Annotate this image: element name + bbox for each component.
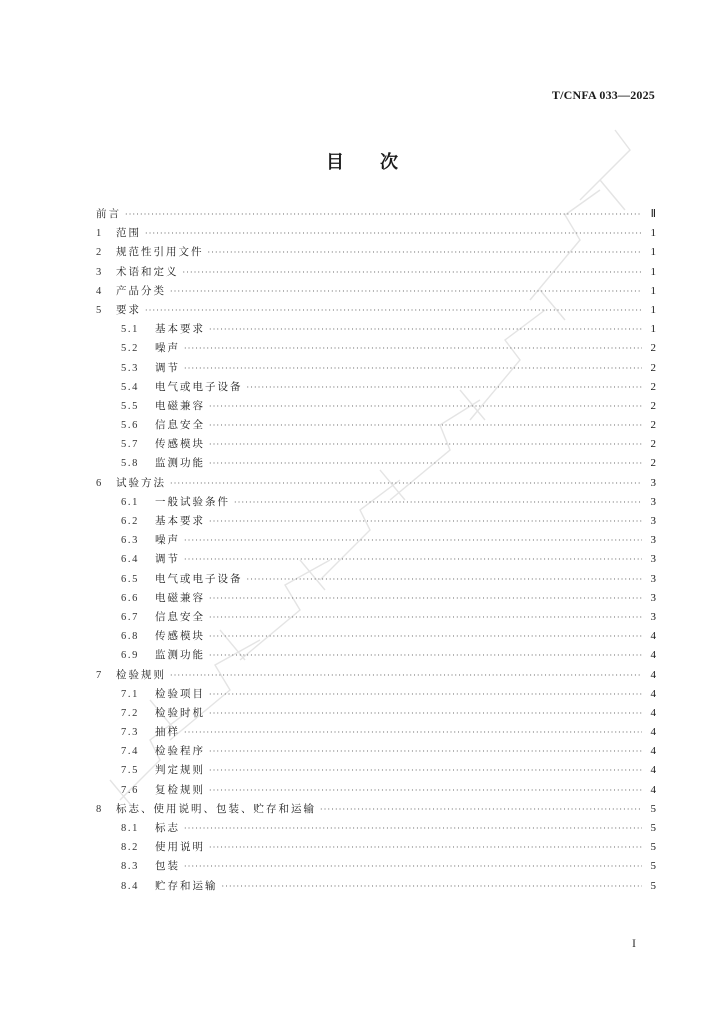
toc-leader-dots (184, 550, 642, 569)
toc-entry-page: Ⅱ (650, 208, 656, 220)
toc-leader-dots (170, 474, 642, 493)
toc-entry-number: 8.1 (121, 823, 139, 834)
toc-entry[interactable] (96, 570, 656, 589)
toc-entry[interactable] (96, 627, 656, 646)
toc-entry-label: 电气或电子设备 (155, 380, 243, 393)
toc-entry-label: 调节 (155, 553, 180, 566)
toc-entry-page: 3 (650, 553, 656, 566)
toc-entry-page: 4 (650, 649, 656, 662)
toc-entry-page: 2 (650, 399, 656, 412)
toc-entry-label: 检验规则 (116, 668, 166, 681)
toc-entry-number: 6.7 (121, 611, 139, 623)
toc-leader-dots (320, 800, 642, 819)
toc-leader-dots (209, 627, 642, 646)
toc-entry-number: 7.3 (121, 727, 139, 739)
toc-entry[interactable] (96, 781, 656, 800)
toc-entry[interactable] (96, 531, 656, 550)
toc-entry-number: 6.4 (121, 554, 139, 566)
toc-entry[interactable] (96, 704, 656, 723)
toc-entry-number: 7.2 (121, 707, 139, 719)
toc-entry[interactable] (96, 416, 656, 435)
toc-entry-page: 3 (650, 515, 656, 527)
toc-entry-number: 5.6 (121, 420, 139, 432)
toc-entry-label: 基本要求 (155, 323, 205, 336)
toc-entry-label: 范围 (116, 227, 141, 240)
toc-leader-dots (184, 857, 642, 876)
toc-entry[interactable] (96, 646, 656, 665)
toc-entry[interactable] (96, 512, 656, 531)
toc-leader-dots (234, 493, 642, 512)
toc-entry-number: 5.5 (121, 400, 139, 412)
toc-entry[interactable] (96, 359, 656, 378)
toc-entry-number: 5.8 (121, 458, 139, 470)
toc-entry-number: 8.3 (121, 861, 139, 873)
toc-entry-number: 6 (96, 477, 102, 489)
toc-leader-dots (184, 339, 642, 358)
toc-entry-label: 抽样 (155, 726, 180, 739)
toc-entry-label: 贮存和运输 (155, 879, 218, 892)
toc-entry-page: 4 (650, 687, 656, 700)
toc-leader-dots (125, 205, 642, 224)
toc-entry-page: 3 (650, 591, 656, 604)
toc-entry-page: 2 (650, 457, 656, 470)
toc-entry-number: 6.2 (121, 516, 139, 527)
toc-leader-dots (209, 742, 642, 761)
toc-entry-label: 一般试验条件 (155, 495, 230, 508)
toc-entry[interactable] (96, 685, 656, 704)
toc-entry[interactable] (96, 761, 656, 780)
toc-entry-page: 4 (650, 783, 656, 796)
toc-entry-page: 3 (650, 476, 656, 489)
toc-entry-page: 2 (650, 419, 656, 432)
toc-entry-label: 包装 (155, 860, 180, 873)
toc-leader-dots (145, 301, 642, 320)
toc-entry-page: 3 (650, 495, 656, 508)
toc-entry[interactable] (96, 608, 656, 627)
toc-leader-dots (209, 435, 642, 454)
toc-leader-dots (184, 359, 642, 378)
toc-entry-label: 基本要求 (155, 515, 205, 527)
toc-entry-page: 2 (650, 380, 656, 393)
toc-entry-number: 1 (96, 228, 102, 240)
toc-leader-dots (209, 454, 642, 473)
toc-leader-dots (184, 819, 642, 838)
toc-entry-page: 1 (650, 284, 656, 297)
toc-entry-page: 2 (650, 342, 656, 355)
toc-entry[interactable] (96, 800, 656, 819)
toc-leader-dots (209, 685, 642, 704)
toc-entry-label: 噪声 (155, 342, 180, 355)
toc-entry-label: 检验时机 (155, 706, 205, 719)
toc-title (0, 148, 724, 174)
toc-entry-label: 前言 (96, 208, 121, 220)
toc-entry-page: 4 (650, 726, 656, 739)
toc-entry-label: 检验项目 (155, 687, 205, 700)
toc-entry[interactable] (96, 474, 656, 493)
toc-entry-label: 信息安全 (155, 610, 205, 623)
toc-entry[interactable] (96, 301, 656, 320)
toc-entry-number: 5.4 (121, 381, 139, 393)
toc-leader-dots (209, 761, 642, 780)
toc-entry-label: 复检规则 (155, 783, 205, 796)
toc-leader-dots (170, 282, 642, 301)
toc-entry-page: 1 (650, 303, 656, 316)
toc-leader-dots (208, 243, 643, 262)
toc-entry-number: 7.1 (121, 688, 139, 700)
toc-entry-page: 1 (650, 246, 656, 259)
toc-entry-label: 标志、使用说明、包装、贮存和运输 (116, 802, 316, 815)
toc-title-char-2: 次 (380, 152, 398, 173)
toc-entry-number: 8 (96, 803, 102, 815)
toc-entry-label: 标志 (155, 822, 180, 834)
toc-entry-page: 4 (650, 630, 656, 643)
toc-entry-page: 4 (650, 668, 656, 681)
toc-leader-dots (209, 704, 642, 723)
toc-entry[interactable] (96, 723, 656, 742)
toc-entry-number: 7.5 (121, 765, 139, 777)
toc-entry-number: 5 (96, 304, 102, 316)
toc-leader-dots (247, 378, 643, 397)
toc-entry[interactable] (96, 320, 656, 339)
toc-entry[interactable] (96, 550, 656, 569)
toc-entry-page: 3 (650, 610, 656, 623)
toc-entry-label: 噪声 (155, 534, 180, 547)
toc-entry-label: 检验程序 (155, 745, 205, 758)
toc-leader-dots (184, 531, 642, 550)
toc-leader-dots (247, 570, 643, 589)
toc-entry-number: 5.2 (121, 343, 139, 355)
toc-entry[interactable] (96, 378, 656, 397)
toc-leader-dots (209, 397, 642, 416)
toc-leader-dots (170, 666, 642, 685)
toc-entry[interactable] (96, 838, 656, 857)
toc-entry-label: 判定规则 (155, 764, 205, 777)
toc-entry[interactable] (96, 224, 656, 243)
toc-entry[interactable] (96, 493, 656, 512)
toc-entry-label: 试验方法 (116, 476, 166, 489)
toc-entry-number: 7 (96, 669, 102, 681)
toc-leader-dots (222, 877, 643, 896)
toc-entry-label: 要求 (116, 303, 141, 316)
toc-entry-number: 8.4 (121, 880, 139, 892)
toc-entry-number: 5.1 (121, 324, 139, 336)
toc-leader-dots (209, 320, 642, 339)
toc-entry[interactable] (96, 397, 656, 416)
toc-entry-label: 监测功能 (155, 649, 205, 662)
toc-entry[interactable] (96, 819, 656, 838)
toc-entry-page: 4 (650, 745, 656, 758)
toc-entry-page: 1 (650, 227, 656, 240)
toc-entry-number: 7.6 (121, 784, 139, 796)
toc-entry-label: 使用说明 (155, 841, 205, 854)
toc-leader-dots (209, 589, 642, 608)
toc-entry-label: 监测功能 (155, 457, 205, 470)
toc-entry-label: 规范性引用文件 (116, 246, 204, 259)
toc-entry[interactable] (96, 263, 656, 282)
toc-entry-label: 电磁兼容 (155, 399, 205, 412)
toc-leader-dots (183, 263, 643, 282)
toc-entry-page: 4 (650, 764, 656, 777)
toc-entry-label: 术语和定义 (116, 265, 179, 278)
standard-code: T/CNFA 033—2025 (551, 88, 655, 102)
toc-entry-number: 6.9 (121, 650, 139, 662)
toc-entry-page: 5 (650, 879, 656, 892)
toc-entry[interactable] (96, 435, 656, 454)
toc-entry[interactable] (96, 454, 656, 473)
toc-entry[interactable] (96, 666, 656, 685)
toc-leader-dots (145, 224, 642, 243)
toc-entry[interactable] (96, 877, 656, 896)
toc-entry-page: 5 (650, 860, 656, 873)
toc-entry[interactable] (96, 282, 656, 301)
toc-entry-number: 2 (96, 247, 102, 259)
toc-entry-page: 5 (650, 822, 656, 834)
toc-entry-label: 电气或电子设备 (155, 572, 243, 585)
toc-entry-page: 3 (650, 534, 656, 547)
toc-entry-page: 1 (650, 323, 656, 336)
toc-leader-dots (209, 608, 642, 627)
toc-entry-number: 8.2 (121, 842, 139, 854)
toc-leader-dots (209, 646, 642, 665)
toc-title-char-1: 目 (326, 152, 344, 173)
toc-entry-label: 产品分类 (116, 284, 166, 297)
toc-leader-dots (209, 512, 642, 531)
toc-entry[interactable] (96, 243, 656, 262)
toc-entry[interactable] (96, 205, 656, 224)
toc-entry-page: 2 (650, 361, 656, 374)
toc-entry-number: 4 (96, 285, 102, 297)
toc-entry-label: 调节 (155, 361, 180, 374)
footer-page-number: I (632, 936, 636, 950)
toc-entry-page: 5 (650, 802, 656, 815)
toc-entry-page: 1 (650, 265, 656, 278)
toc-entry-number: 6.3 (121, 535, 139, 547)
toc-entry-number: 6.1 (121, 496, 139, 508)
toc-leader-dots (209, 838, 642, 857)
toc-entry-page: 4 (650, 706, 656, 719)
toc-entry-number: 6.6 (121, 592, 139, 604)
table-of-contents (96, 205, 656, 896)
toc-leader-dots (209, 416, 642, 435)
toc-entry-number: 5.7 (121, 439, 139, 451)
toc-entry-label: 信息安全 (155, 419, 205, 432)
toc-entry-page: 5 (650, 841, 656, 854)
toc-entry-label: 电磁兼容 (155, 591, 205, 604)
toc-entry-number: 6.5 (121, 573, 139, 585)
toc-leader-dots (209, 781, 642, 800)
toc-entry-page: 2 (650, 438, 656, 451)
toc-entry-label: 传感模块 (155, 630, 205, 643)
toc-entry-number: 7.4 (121, 746, 139, 758)
toc-entry-page: 3 (650, 572, 656, 585)
toc-entry-label: 传感模块 (155, 438, 205, 451)
toc-entry[interactable] (96, 589, 656, 608)
toc-entry[interactable] (96, 742, 656, 761)
toc-entry-number: 6.8 (121, 631, 139, 643)
toc-leader-dots (184, 723, 642, 742)
toc-entry[interactable] (96, 339, 656, 358)
toc-entry-number: 5.3 (121, 362, 139, 374)
toc-entry[interactable] (96, 857, 656, 876)
toc-entry-number: 3 (96, 266, 102, 278)
